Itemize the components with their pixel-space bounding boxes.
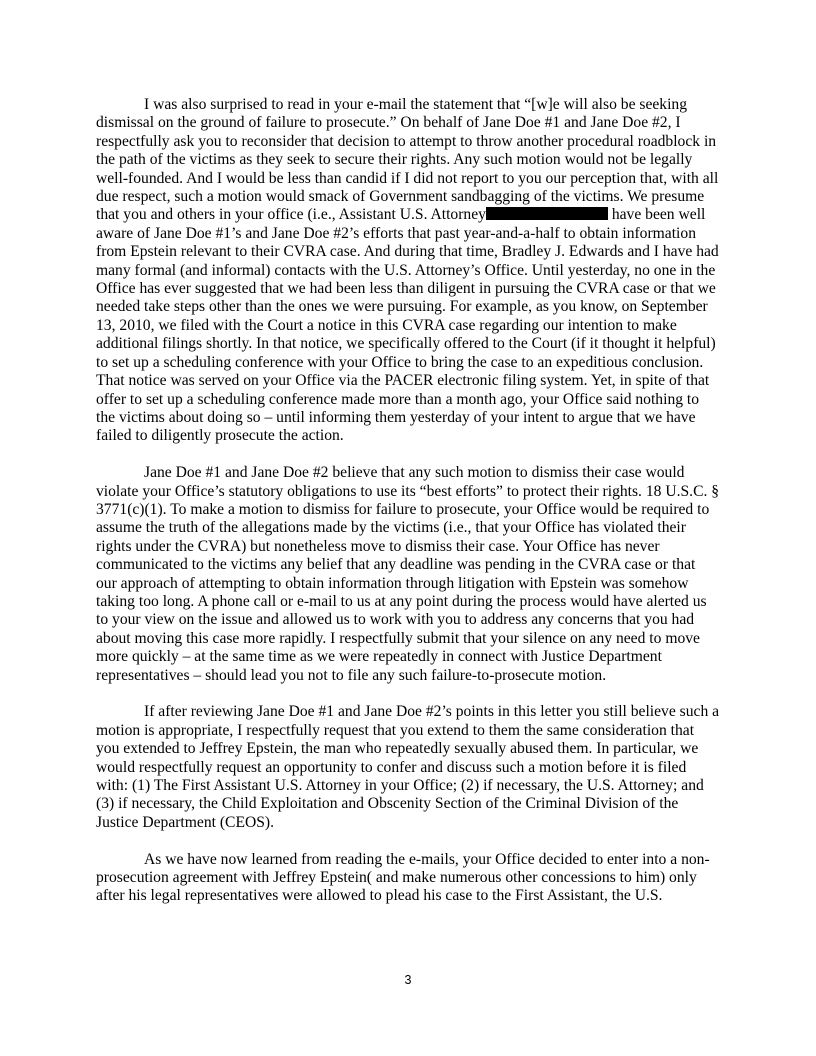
letter-body bbox=[96, 96, 720, 906]
paragraph-3: If after reviewing Jane Doe #1 and Jane Doe #2’s points in this letter you still believe such a motion is appropriate, I respectfully request that you extend to them the same consideration that you extended to Jeffrey Epstein, the man who repeatedly sexually abused them. In particular, we would respectfully request an opportunity to confer and discuss such a motion before it is filed with: (1) The First Assistant U.S. Attorney in your Office; (2) if necessary, the U.S. Attorney; and (3) if necessary, the Child Exploitation and Obscenity Section of the Criminal Division of the Justice Department (CEOS). bbox=[96, 703, 720, 831]
paragraph-1-text-end: have been well aware of Jane Doe #1’s and Jane Doe #2’s efforts that past year-and-a-half to obtain information from Epstein relevant to their CVRA case. And during that time, Bradley J. Edwards and I have had many formal (and informal) contacts with the U.S. Attorney’s Office. Until yesterday, no one in the Office has ever suggested that we had been less than diligent in pursuing the CVRA case or that we needed take steps other than the ones we were pursuing. For example, as you know, on September 13, 2010, we filed with the Court a notice in this CVRA case regarding our intention to make additional filings shortly. In that notice, we specifically offered to the Court (if it thought it helpful) to set up a scheduling conference with your Office to bring the case to an expeditious conclusion. That notice was served on your Office via the PACER electronic filing system. Yet, in spite of that offer to set up a scheduling conference made more than a month ago, your Office said nothing to the victims about doing so – until informing them yesterday of your intent to argue that we have failed to diligently prosecute the action. bbox=[96, 206, 719, 445]
page-number: 3 bbox=[404, 973, 412, 987]
paragraph-1 bbox=[96, 96, 720, 446]
redaction-block bbox=[544, 207, 608, 220]
paragraph-2: Jane Doe #1 and Jane Doe #2 believe that any such motion to dismiss their case would violate your Office’s statutory obligations to use its “best efforts” to protect their rights. 18 U.S.C. § 3771(c)(1). To make a motion to dismiss for failure to prosecute, your Office would be required to assume the truth of the allegations made by the victims (i.e., that your Office has violated their rights under the CVRA) but nonetheless move to dismiss their case. Your Office has never communicated to the victims any belief that any deadline was pending in the CVRA case or that our approach of attempting to obtain information through litigation with Epstein was somehow taking too long. A phone call or e-mail to us at any point during the process would have alerted us to your view on the issue and allowed us to work with you to address any concerns that you had about moving this case more rapidly. I respectfully submit that your silence on any need to move more quickly – at the same time as we were repeatedly in connect with Justice Department representatives – should lead you not to file any such failure-to-prosecute motion. bbox=[96, 464, 720, 684]
paragraph-1-text-start: I was also surprised to read in your e-mail the statement that “[w]e will also be seeking dismissal on the ground of failure to prosecute.” On behalf of Jane Doe #1 and Jane Doe #2, I respectfully ask you to reconsider that decision to attempt to throw another procedural roadblock in the path of the victims as they seek to secure their rights. Any such motion would not be legally well-founded. And I would be less than candid if I did not report to you our perception that, with all due respect, such a motion would smack of Government sandbagging of the victims. We presume that you and others in your office (i.e., Assistant U.S. Attorney bbox=[96, 96, 719, 224]
paragraph-4: As we have now learned from reading the e-mails, your Office decided to enter into a non-prosecution agreement with Jeffrey Epstein( and make numerous other concessions to him) only after his legal representatives were allowed to plead his case to the First Assistant, the U.S. bbox=[96, 850, 710, 905]
redaction-block bbox=[486, 207, 544, 220]
